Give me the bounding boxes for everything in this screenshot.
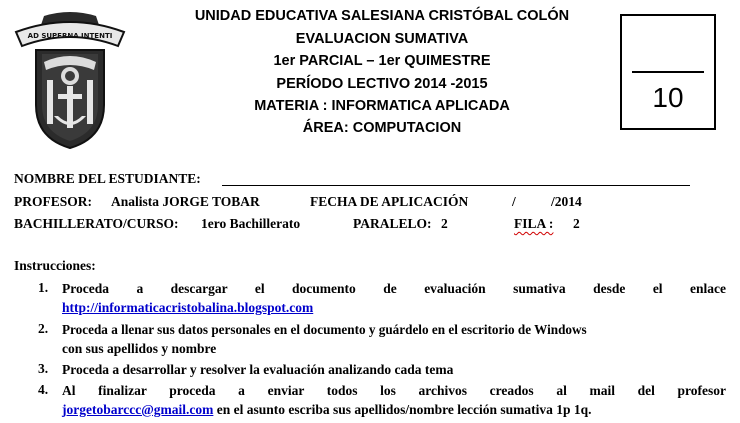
student-name-blank[interactable] [222, 185, 690, 186]
instructions-title: Instrucciones: [14, 258, 96, 273]
date-separator-1: / [512, 194, 516, 209]
blog-link-text[interactable]: http://informaticacristobalina.blogspot.com [62, 300, 314, 315]
instruction-text: Proceda a desarrollar y resolver la evaluación analizando cada tema [62, 362, 454, 377]
area-line: ÁREA: COMPUTACION [302, 120, 462, 136]
instruction-item-4-cont [62, 400, 592, 419]
instruction-number: 1. [38, 280, 49, 295]
instruction-number: 4. [38, 382, 49, 397]
school-year-line: PERÍODO LECTIVO 2014 -2015 [276, 76, 488, 92]
fila-label: FILA : [514, 216, 554, 231]
paralelo-label: PARALELO: [353, 216, 432, 231]
course-label: BACHILLERATO/CURSO: [14, 216, 179, 231]
instruction-text: Proceda a descargar el documento de evaluación sumativa desde el enlace [62, 281, 726, 296]
score-value: 10 [652, 82, 684, 113]
professor-label: PROFESOR: [14, 194, 93, 209]
fila-value: 2 [573, 216, 580, 231]
instruction-number: 2. [38, 321, 49, 336]
instruction-text: con sus apellidos y nombre [62, 341, 217, 356]
professor-email-link[interactable]: jorgetobarccc@gmail.com [62, 402, 214, 417]
svg-text:AD SUPERNA INTENTI: AD SUPERNA INTENTI [27, 32, 113, 40]
score-box [620, 14, 716, 130]
paralelo-value: 2 [441, 216, 448, 231]
instruction-text: en el asunto escriba sus apellidos/nombre lección sumativa 1p 1q. [213, 402, 592, 417]
instruction-number: 3. [38, 361, 49, 376]
instruction-text: Al finalizar proceda a enviar todos los archivos creados al mail del profesor [62, 383, 726, 398]
course-value: 1ero Bachillerato [201, 216, 301, 231]
school-crest-icon [14, 10, 126, 150]
date-label: FECHA DE APLICACIÓN [310, 194, 469, 209]
instruction-item-2-cont [62, 339, 216, 358]
school-name: UNIDAD EDUCATIVA SALESIANA CRISTÓBAL COLÓN [194, 8, 570, 24]
score-fill-line[interactable] [632, 71, 704, 73]
evaluation-title: EVALUACION SUMATIVA [295, 31, 469, 47]
instruction-item-3 [62, 360, 453, 379]
instruction-item-2 [62, 320, 726, 339]
date-separator-2: /2014 [551, 194, 582, 209]
term-line: 1er PARCIAL – 1er QUIMESTRE [273, 53, 491, 69]
instruction-item-4 [62, 381, 726, 400]
professor-name: Analista JORGE TOBAR [111, 194, 260, 209]
blog-link[interactable] [62, 298, 313, 317]
subject-line: MATERIA : INFORMATICA APLICADA [254, 98, 510, 114]
instruction-item-1 [62, 279, 726, 298]
school-logo [14, 10, 126, 150]
student-name-label: NOMBRE DEL ESTUDIANTE: [14, 171, 201, 186]
instruction-text: Proceda a llenar sus datos personales en el documento y guárdelo en el escritorio de Windows [62, 322, 587, 337]
